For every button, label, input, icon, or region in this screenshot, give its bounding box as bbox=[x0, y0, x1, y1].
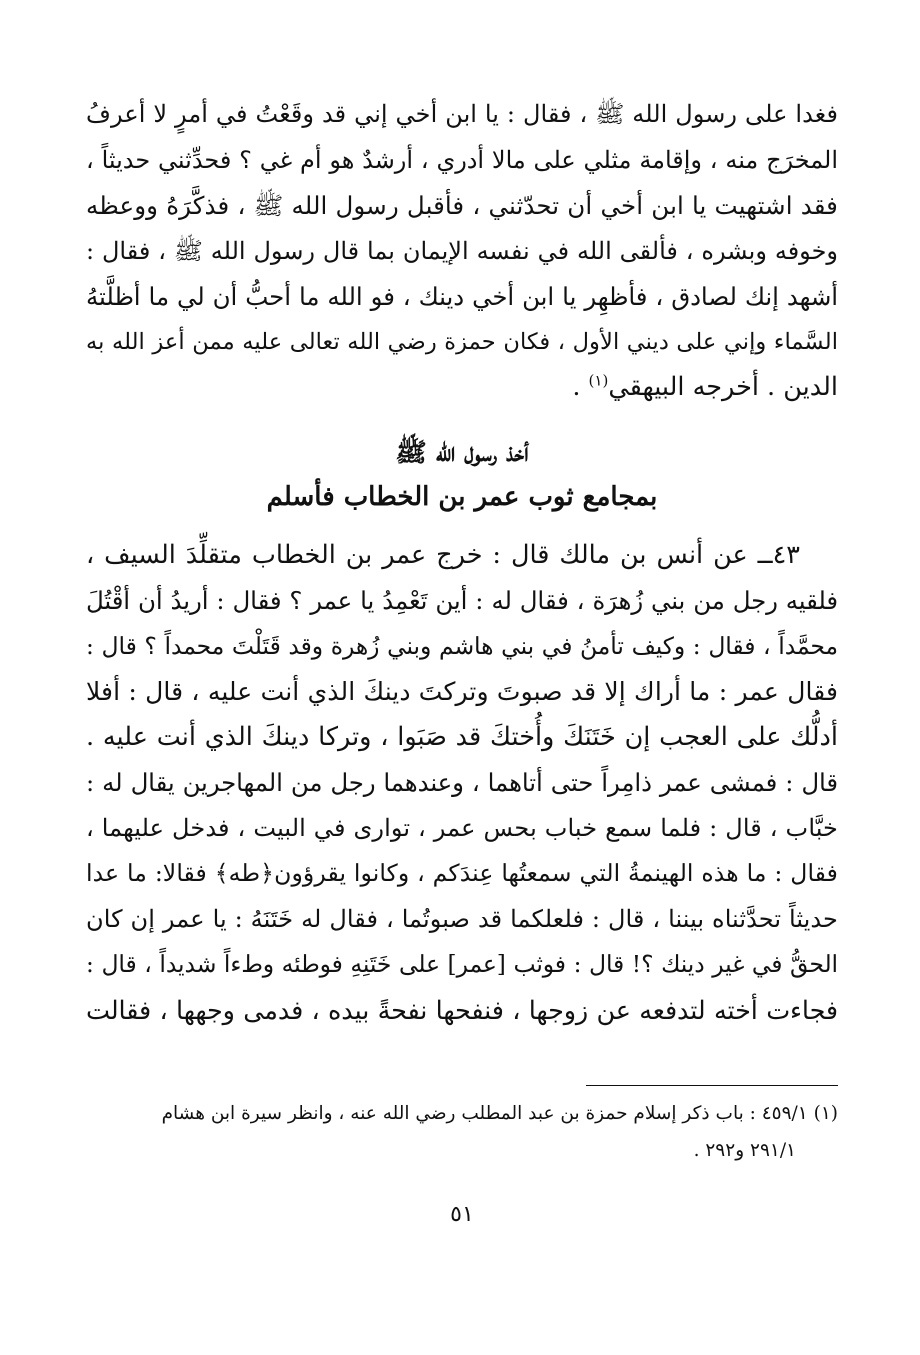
text-line: السَّماء وإني على ديني الأول ، فكان حمزة رضي الله تعالى عليه ممن أعز الله به bbox=[86, 328, 838, 355]
page-number: ٥١ bbox=[450, 1202, 474, 1227]
text-line-last bbox=[86, 365, 838, 411]
text-line: خبَّاب ، قال : فلما سمع خباب بحس عمر ، توارى في البيت ، فدخل عليهما ، bbox=[86, 813, 838, 842]
footnote-line: (١) ٤٥٩/١ : باب ذكر إسلام حمزة بن عبد المطلب رضي الله عنه ، وانظر سيرة ابن هشام bbox=[161, 1103, 838, 1124]
text-line: فلقيه رجل من بني زُهرَة ، فقال له : أين تَعْمِدُ يا عمر ؟ فقال : أريدُ أن أقْتُلَ bbox=[86, 586, 838, 615]
footnotes bbox=[86, 1095, 838, 1169]
paragraph-hamza-story bbox=[86, 92, 838, 411]
text-line: فغدا على رسول الله ﷺ ، فقال : يا ابن أخي إني قد وقَعْتُ في أمرٍ لا أعرفُ bbox=[86, 100, 838, 128]
section-heading bbox=[86, 431, 838, 519]
text-line: الحقُّ في غير دينك ؟! قال : فوثب [عمر] على خَتَنِهِ فوطئه وطءاً شديداً ، قال : bbox=[86, 951, 838, 978]
text-line: فقد اشتهيت يا ابن أخي أن تحدّثني ، فأقبل رسول الله ﷺ ، فذكَّرَهُ ووعظه bbox=[86, 191, 838, 220]
text-line: فقال عمر : ما أراك إلا قد صبوتَ وتركتَ دينكَ الذي أنت عليه ، قال : أفلا bbox=[86, 677, 838, 706]
text-line: أشهد إنك لصادق ، فأظهِر يا ابن أخي دينك ، فو الله ما أحبُّ أن لي ما أظلَّتهُ bbox=[86, 282, 838, 311]
text-line: أدلُّك على العجب إن خَتَنَكَ وأُختكَ قد صَبَوا ، وتركا دينكَ الذي أنت عليه . bbox=[86, 721, 838, 752]
paragraph-umar-story bbox=[86, 533, 838, 1034]
text-line: قال : فمشى عمر ذامِراً حتى أتاهما ، وعندهما رجل من المهاجرين يقال له : bbox=[86, 768, 838, 797]
text-line: حديثاً تحدَّثناه بيننا ، قال : فلعلكما قد صبوتُما ، فقال له خَتَنَهُ : يا عمر إن كان bbox=[86, 904, 838, 933]
text-line: فقال : ما هذه الهينمةُ التي سمعتُها عِندَكم ، وكانوا يقرؤون﴿طه﴾ فقالا: ما عدا bbox=[86, 859, 838, 887]
text-line: فجاءت أخته لتدفعه عن زوجها ، فنفحها نفحةً بيده ، فدمى وجهها ، فقالت bbox=[86, 995, 838, 1025]
text-line: وخوفه وبشره ، فألقى الله في نفسه الإيمان بما قال رسول الله ﷺ ، فقال : bbox=[86, 236, 838, 265]
footnote-reference: (١) bbox=[588, 371, 609, 390]
text-line: المخرَج منه ، وإقامة مثلي على مالا أدري ، أرشدٌ هو أم غي ؟ فحدِّثني حديثاً ، bbox=[86, 145, 838, 174]
text-line: محمَّداً ، فقال : وكيف تأمنُ في بني هاشم وبني زُهرة وقد قَتَلْتَ محمداً ؟ قال : bbox=[86, 631, 838, 660]
text-fragment: الدين . أخرجه البيهقي bbox=[608, 372, 838, 402]
footnote-line: ٢٩١/١ و٢٩٢ . bbox=[693, 1140, 796, 1161]
heading-line-1: أخذ رسول الله ﷺ bbox=[395, 437, 529, 468]
text-line: ٤٣ــ عن أنس بن مالك قال : خرج عمر بن الخطاب متقلِّدَ السيف ، bbox=[86, 539, 800, 570]
text-fragment: . bbox=[572, 372, 589, 402]
book-page bbox=[86, 92, 838, 1292]
heading-line-2: بمجامع ثوب عمر بن الخطاب فأسلم bbox=[266, 481, 658, 512]
footnote-divider bbox=[586, 1085, 838, 1086]
